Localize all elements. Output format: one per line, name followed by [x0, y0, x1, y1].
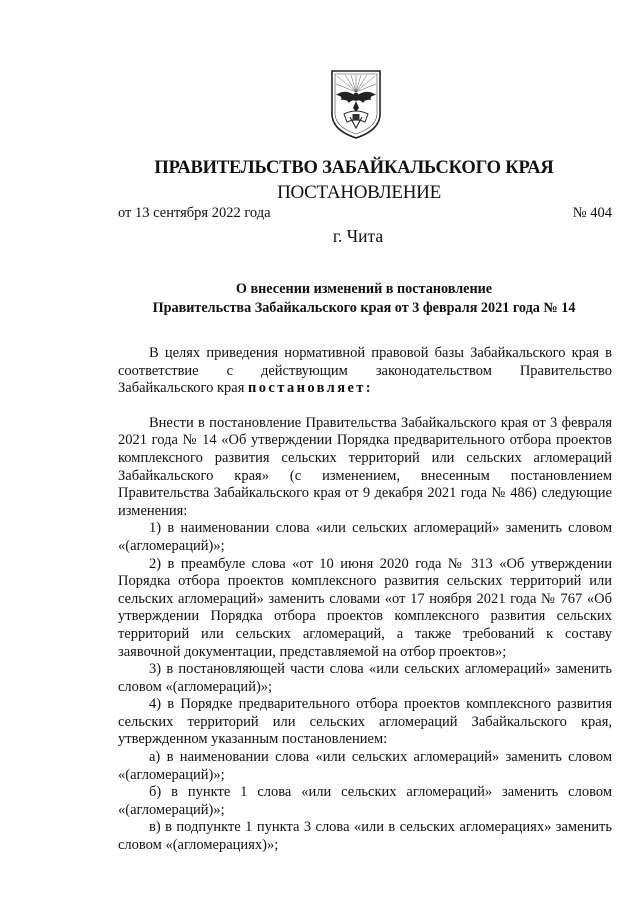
- document-date: от 13 сентября 2022 года: [118, 205, 271, 221]
- document-title: [118, 280, 610, 317]
- list-item: в) в подпункте 1 пункта 3 слова «или в сельских агломерациях» заменить словом «(агломерациях)»;: [118, 819, 612, 854]
- list-item: 3) в постановляющей части слова «или сельских агломераций» заменить словом «(агломераций)»;: [118, 661, 612, 695]
- list-item: б) в пункте 1 слова «или сельских агломераций» заменить словом «(агломераций)»;: [118, 784, 612, 818]
- title-line-2: Правительства Забайкальского края от 3 февраля 2021 года № 14: [152, 299, 576, 316]
- organization-name: ПРАВИТЕЛЬСТВО ЗАБАЙКАЛЬСКОГО КРАЯ: [154, 158, 554, 178]
- document-type: ПОСТАНОВЛЕНИЕ: [277, 182, 441, 203]
- coat-of-arms-emblem: [327, 68, 385, 140]
- list-item: 2) в преамбуле слова «от 10 июня 2020 года № 313 «Об утверждении Порядка отбора проектов комплексного развития сельских территорий или сельских агломераций» заменить словами «от 17 ноября 2021 года № 767 «Об утверждении Порядка отбора проектов комплексного развития сельских территорий или сельских агломераций, а также требований к составу заявочной документации, представляемой на отбор проектов»;: [118, 555, 612, 660]
- preamble-paragraph: [118, 345, 612, 398]
- title-line-1: О внесении изменений в постановление: [235, 281, 493, 297]
- coat-of-arms-icon: [327, 68, 385, 140]
- document-number: № 404: [572, 205, 612, 221]
- document-body: [118, 345, 612, 855]
- list-item: а) в наименовании слова «или сельских агломераций» заменить словом «(агломераций)»;: [118, 749, 612, 783]
- list-item: 1) в наименовании слова «или сельских агломераций» заменить словом «(агломераций)»;: [118, 520, 612, 554]
- decree-word: постановляет:: [248, 380, 374, 397]
- preamble-text: В целях приведения нормативной правовой базы Забайкальского края в соответствие с действующим законодательством Правительство Забайкальского края: [118, 345, 612, 397]
- intro-paragraph: Внести в постановление Правительства Забайкальского края от 3 февраля 2021 года № 14 «Об утверждении Порядка предварительного отбора проектов комплексного развития сельских территорий или сельских агломераций Забайкальского края» (с изменением, внесенным постановлением Правительства Забайкальского края от 9 декабря 2021 года № 486) следующие изменения:: [118, 414, 612, 519]
- list-item: 4) в Порядке предварительного отбора проектов комплексного развития сельских территорий или сельских агломераций Забайкальского края, утвержденном указанным постановлением:: [118, 696, 612, 748]
- document-city: г. Чита: [332, 226, 384, 246]
